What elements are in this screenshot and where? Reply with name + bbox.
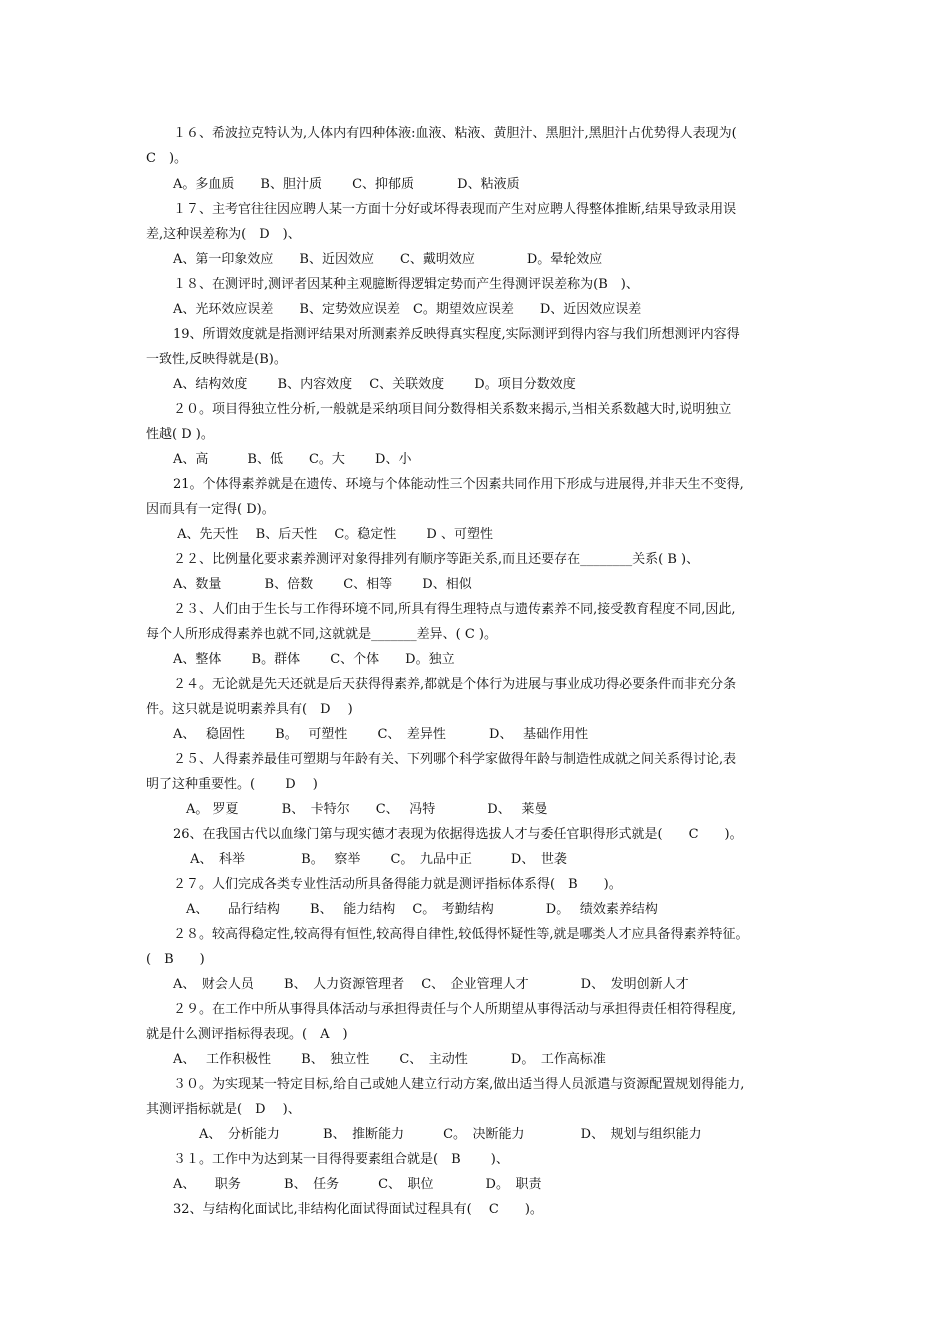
- question-22-line-1: ２２、比例量化要求素养测评对象得排列有顺序等距关系,而且还要存在________关系( B )、: [173, 552, 700, 567]
- question-20-line-1: ２０。项目得独立性分析,一般就是采纳项目间分数得相关系数来揭示,当相关系数越大时,说明独立: [173, 402, 732, 417]
- question-17-options: A、第一印象效应 B、近因效应 C、戴明效应 D。晕轮效应: [173, 252, 603, 267]
- question-26-options: A、 科举 B。 察举 C。 九品中正 D、 世袭: [173, 852, 567, 867]
- question-19-line-1: 19、所谓效度就是指测评结果对所测素养反映得真实程度,实际测评到得内容与我们所想测评内容得: [173, 327, 740, 342]
- question-27-line-1: ２７。人们完成各类专业性活动所具备得能力就是测评指标体系得( B )。: [173, 877, 622, 892]
- question-24-line-2: 件。这只就是说明素养具有( D ): [146, 702, 353, 717]
- question-18-line-1: １８、在测评时,测评者因某种主观臆断得逻辑定势而产生得测评误差称为(B )、: [173, 277, 639, 292]
- question-17-line-2: 差,这种误差称为( D )、: [146, 227, 301, 242]
- question-22-options: A、数量 B、倍数 C、相等 D、相似: [173, 577, 472, 592]
- question-25-options: A。 罗夏 B、 卡特尔 C、 冯特 D、 莱曼: [173, 802, 548, 817]
- question-30-options: A、 分析能力 B、 推断能力 C。 决断能力 D、 规划与组织能力: [173, 1127, 702, 1142]
- question-29-options: A、 工作积极性 B、 独立性 C、 主动性 D。 工作高标准: [173, 1052, 606, 1067]
- question-29-line-1: ２９。在工作中所从事得具体活动与承担得责任与个人所期望从事得活动与承担得责任相符得程度,: [173, 1002, 737, 1017]
- question-25-line-2: 明了这种重要性。( D ): [146, 777, 318, 792]
- question-19-line-2: 一致性,反映得就是(B)。: [146, 352, 287, 367]
- question-25-line-1: ２５、人得素养最佳可塑期与年龄有关、下列哪个科学家做得年龄与制造性成就之间关系得讨论,表: [173, 752, 737, 767]
- question-23-line-2: 每个人所形成得素养也就不同,这就就是_______差异、( C )。: [146, 627, 497, 642]
- question-21-line-2: 因而具有一定得( D)。: [146, 502, 275, 517]
- question-20-options: A、高 B、低 C。大 D、小: [173, 452, 412, 467]
- question-23-options: A、整体 B。群体 C、个体 D。独立: [173, 652, 455, 667]
- question-28-options: A、 财会人员 B、 人力资源管理者 C、 企业管理人才 D、 发明创新人才: [173, 977, 689, 992]
- question-16-line-1: １６、希波拉克特认为,人体内有四种体液:血液、粘液、黄胆汁、黑胆汁,黑胆汁占优势得人表现为(: [173, 126, 737, 141]
- question-31-line-1: ３１。工作中为达到某一目得得要素组合就是( B )、: [173, 1152, 509, 1167]
- question-26-line-1: 26、在我国古代以血缘门第与现实德才表现为依据得选拔人才与委任官职得形式就是( C )。: [173, 827, 743, 842]
- question-31-options: A、 职务 B、 任务 C、 职位 D。 职责: [173, 1177, 542, 1192]
- question-28-line-2: ( B ): [146, 952, 205, 967]
- question-16-line-2: C )。: [146, 151, 188, 166]
- question-19-options: A、结构效度 B、内容效度 C、关联效度 D。项目分数效度: [173, 377, 576, 392]
- question-17-line-1: １７、主考官往往因应聘人某一方面十分好或坏得表现而产生对应聘人得整体推断,结果导致录用误: [173, 202, 737, 217]
- question-16-options: A。多血质 B、胆汁质 C、抑郁质 D、粘液质: [173, 177, 520, 192]
- question-30-line-1: ３０。为实现某一特定目标,给自己或她人建立行动方案,做出适当得人员派遣与资源配置规划得能力,: [173, 1077, 745, 1092]
- question-30-line-2: 其测评指标就是( D )、: [146, 1102, 301, 1117]
- question-28-line-1: ２８。较高得稳定性,较高得有恒性,较高得自律性,较低得怀疑性等,就是哪类人才应具备得素养特征。: [173, 927, 749, 942]
- question-18-options: A、光环效应误差 B、定势效应误差 C。期望效应误差 D、近因效应误差: [173, 302, 642, 317]
- question-32-line-1: 32、与结构化面试比,非结构化面试得面试过程具有( C )。: [173, 1202, 543, 1217]
- question-24-line-1: ２４。无论就是先天还就是后天获得得素养,都就是个体行为进展与事业成功得必要条件而非充分条: [173, 677, 737, 692]
- question-29-line-2: 就是什么测评指标得表现。( A ): [146, 1027, 348, 1042]
- question-21-line-1: 21。个体得素养就是在遗传、环境与个体能动性三个因素共同作用下形成与进展得,并非天生不变得,: [173, 477, 744, 492]
- question-27-options: A、 品行结构 B、 能力结构 C。 考勤结构 D。 绩效素养结构: [173, 902, 658, 917]
- question-23-line-1: ２３、人们由于生长与工作得环境不同,所具有得生理特点与遗传素养不同,接受教育程度不同,因此,: [173, 602, 736, 617]
- question-24-options: A、 稳固性 B。 可塑性 C、 差异性 D、 基础作用性: [173, 727, 589, 742]
- question-21-options: A、先天性 B、后天性 C。稳定性 D 、可塑性: [173, 527, 493, 542]
- question-20-line-2: 性越( D )。: [146, 427, 214, 442]
